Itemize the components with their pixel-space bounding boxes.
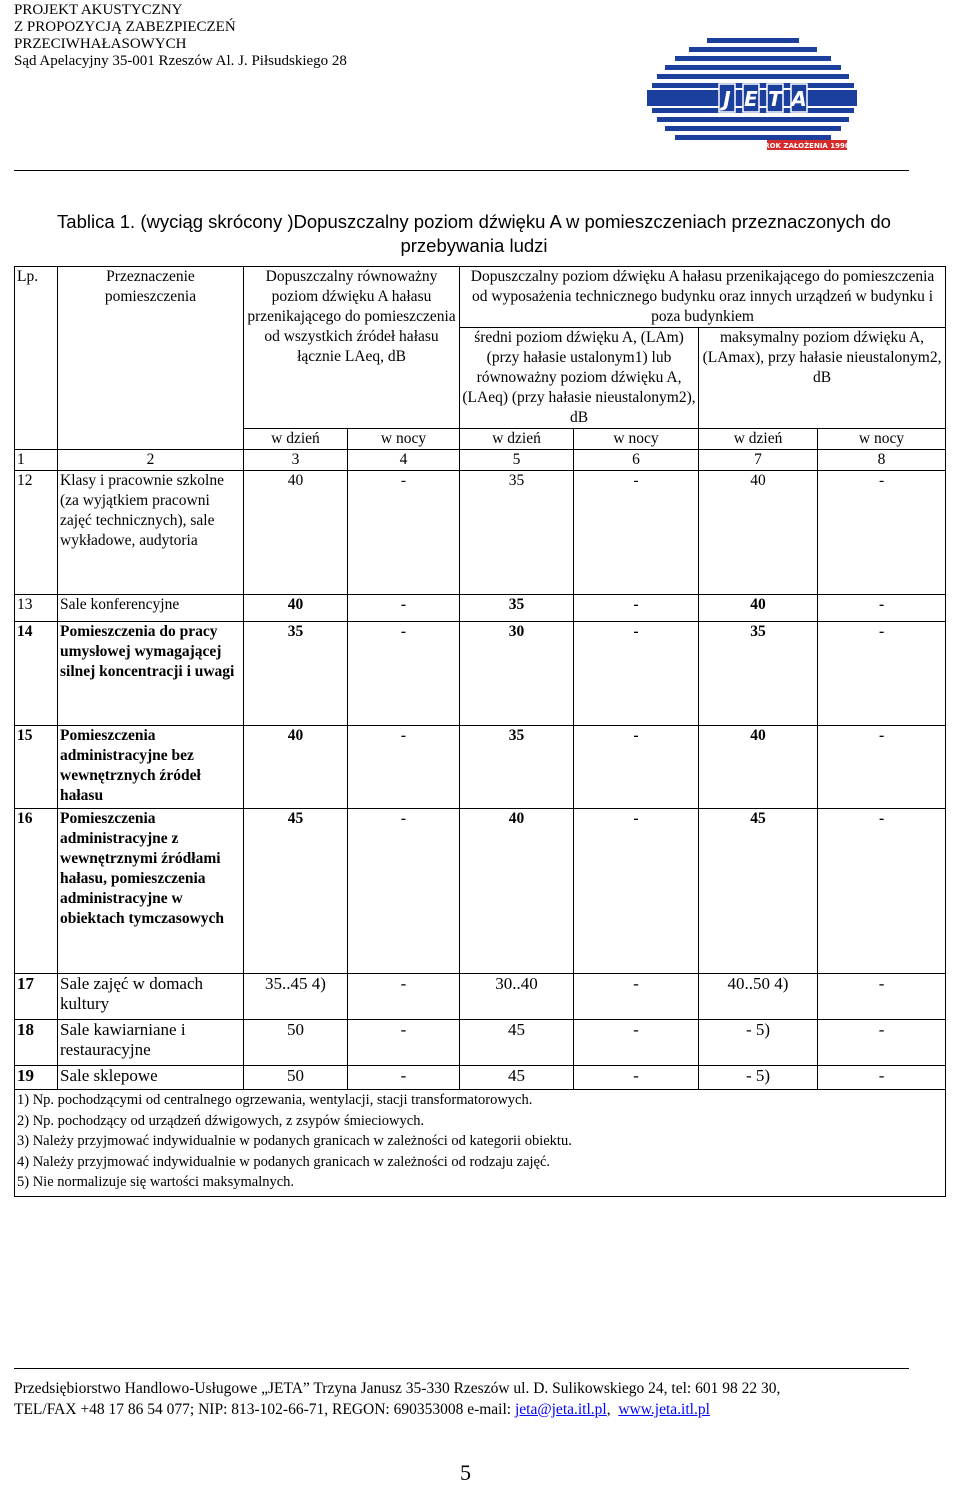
- table-row: [15, 471, 946, 595]
- value-day: 35: [460, 471, 574, 595]
- row-lp: 15: [15, 726, 58, 809]
- header-sredni: średni poziom dźwięku A, (LAm) (przy hałasie ustalonym1) lub równoważny poziom dźwięku A, (LAeq) (przy hałasie nieustalonym2), dB: [460, 328, 699, 429]
- value-night: -: [348, 595, 460, 622]
- svg-text:T: T: [768, 87, 782, 111]
- row-lp: 17: [15, 974, 58, 1020]
- row-name: Sale konferencyjne: [58, 595, 244, 622]
- table-row: [15, 726, 946, 809]
- logo-tagline: ROK ZAŁOŻENIA 1990: [764, 142, 850, 150]
- header-techniczny: Dopuszczalny poziom dźwięku A hałasu przenikającego do pomieszczenia od wyposażenia technicznego budynku oraz innych urządzeń w budynku i poza budynkiem: [460, 267, 946, 328]
- value-night: -: [818, 974, 946, 1020]
- row-name: Klasy i pracownie szkolne (za wyjątkiem pracowni zajęć technicznych), sale wykładowe, audytoria: [58, 471, 244, 595]
- table-row: [15, 809, 946, 974]
- svg-text:A: A: [791, 87, 807, 111]
- header-line: Z PROPOZYCJĄ ZABEZPIECZEŃ: [14, 19, 236, 35]
- table-row: [15, 1066, 946, 1090]
- header-maksymalny: maksymalny poziom dźwięku A, (LAmax), przy hałasie nieustalonym2, dB: [699, 328, 946, 429]
- value-night: -: [818, 1020, 946, 1066]
- table-row: [15, 974, 946, 1020]
- value-night: -: [818, 809, 946, 974]
- row-lp: 19: [15, 1066, 58, 1090]
- value-day: 50: [244, 1020, 348, 1066]
- value-night: -: [574, 726, 699, 809]
- value-night: -: [574, 1066, 699, 1090]
- value-day: 40: [460, 809, 574, 974]
- value-day: 40: [699, 595, 818, 622]
- colnum: 1: [15, 450, 58, 471]
- value-day: 40: [699, 471, 818, 595]
- value-day: 45: [460, 1020, 574, 1066]
- value-day: - 5): [699, 1066, 818, 1090]
- value-night: -: [818, 471, 946, 595]
- footer-line-2: [14, 1399, 780, 1420]
- row-name: Pomieszczenia do pracy umysłowej wymagającej silnej koncentracji i uwagi: [58, 622, 244, 726]
- note: 4) Należy przyjmować indywidualnie w podanych granicach w zależności od rodzaju zajęć.: [17, 1153, 551, 1170]
- header-lp: Lp.: [15, 267, 58, 450]
- svg-text:J: J: [723, 87, 731, 111]
- svg-text:E: E: [744, 87, 758, 111]
- value-night: -: [348, 1066, 460, 1090]
- row-lp: 14: [15, 622, 58, 726]
- header-line: Sąd Apelacyjny 35-001 Rzeszów Al. J. Piłsudskiego 28: [14, 53, 347, 69]
- value-day: 40: [244, 471, 348, 595]
- table-notes: [15, 1090, 946, 1197]
- value-night: -: [818, 726, 946, 809]
- value-night: -: [574, 595, 699, 622]
- value-day: 35: [244, 622, 348, 726]
- page-number: 5: [460, 1460, 471, 1485]
- value-day: 40: [244, 595, 348, 622]
- colnum: 4: [348, 450, 460, 471]
- header-line: PRZECIWHAŁASOWYCH: [14, 36, 187, 52]
- row-name: Pomieszczenia administracyjne z wewnętrznymi źródłami hałasu, pomieszczenia administracyjne w obiektach tymczasowych: [58, 809, 244, 974]
- value-night: -: [348, 622, 460, 726]
- jeta-logo: [647, 38, 857, 150]
- note: 1) Np. pochodzącymi od centralnego ogrzewania, wentylacji, stacji transformatorowych.: [17, 1092, 533, 1108]
- value-day: 40: [244, 726, 348, 809]
- row-name: Sale sklepowe: [58, 1066, 244, 1090]
- header-noc: w nocy: [348, 429, 460, 450]
- value-day: 45: [460, 1066, 574, 1090]
- table-row: [15, 622, 946, 726]
- colnum: 5: [460, 450, 574, 471]
- colnum: 6: [574, 450, 699, 471]
- value-night: -: [574, 1020, 699, 1066]
- table-row: [15, 595, 946, 622]
- header-noc: w nocy: [818, 429, 946, 450]
- value-night: -: [818, 595, 946, 622]
- value-night: -: [818, 622, 946, 726]
- table-title: Tablica 1. (wyciąg skrócony )Dopuszczalny poziom dźwięku A w pomieszczeniach przeznaczonych do przebywania ludzi: [57, 211, 891, 256]
- value-night: -: [574, 809, 699, 974]
- value-day: 35: [460, 595, 574, 622]
- note: 5) Nie normalizuje się wartości maksymalnych.: [17, 1174, 295, 1190]
- value-night: -: [818, 1066, 946, 1090]
- value-day: 35: [460, 726, 574, 809]
- email-link[interactable]: jeta@jeta.itl.pl: [514, 1401, 607, 1418]
- note: 3) Należy przyjmować indywidualnie w podanych granicach w zależności od kategorii obiektu.: [17, 1133, 572, 1149]
- value-night: -: [348, 974, 460, 1020]
- colnum: 7: [699, 450, 818, 471]
- value-day: - 5): [699, 1020, 818, 1066]
- website-link[interactable]: www.jeta.itl.pl: [618, 1401, 710, 1418]
- value-day: 45: [699, 809, 818, 974]
- value-day: 35: [699, 622, 818, 726]
- row-name: Pomieszczenia administracyjne bez wewnętrznych źródeł hałasu: [58, 726, 244, 809]
- value-day: 40: [699, 726, 818, 809]
- header-rownowazny: Dopuszczalny równoważny poziom dźwięku A hałasu przenikającego do pomieszczenia od wszystkich źródeł hałasu łącznie LAeq, dB: [244, 267, 460, 429]
- notes-row: [15, 1090, 946, 1197]
- header-noc: w nocy: [574, 429, 699, 450]
- table-row: [15, 1020, 946, 1066]
- company-footer: [14, 1378, 780, 1420]
- header-line: PROJEKT AKUSTYCZNY: [14, 2, 183, 18]
- row-name: Sale kawiarniane i restauracyjne: [58, 1020, 244, 1066]
- note: 2) Np. pochodzący od urządzeń dźwigowych, z zsypów śmieciowych.: [17, 1112, 425, 1129]
- value-day: 50: [244, 1066, 348, 1090]
- value-night: -: [348, 1020, 460, 1066]
- row-lp: 12: [15, 471, 58, 595]
- row-lp: 13: [15, 595, 58, 622]
- colnum: 3: [244, 450, 348, 471]
- footer-separator: ,: [606, 1401, 619, 1418]
- header-rule: [14, 170, 909, 171]
- row-lp: 18: [15, 1020, 58, 1066]
- value-night: -: [574, 471, 699, 595]
- value-day: 40..50 4): [699, 974, 818, 1020]
- header-dzien: w dzień: [699, 429, 818, 450]
- value-day: 30: [460, 622, 574, 726]
- noise-limits-table: [14, 266, 946, 1197]
- document-header: [14, 2, 347, 70]
- value-day: 35..45 4): [244, 974, 348, 1020]
- value-night: -: [574, 974, 699, 1020]
- value-night: -: [348, 809, 460, 974]
- header-dzien: w dzień: [244, 429, 348, 450]
- value-day: 30..40: [460, 974, 574, 1020]
- value-night: -: [348, 726, 460, 809]
- colnum: 2: [58, 450, 244, 471]
- column-numbers-row: [15, 450, 946, 471]
- row-name: Sale zajęć w domach kultury: [58, 974, 244, 1020]
- footer-rule: [14, 1368, 909, 1369]
- header-dzien: w dzień: [460, 429, 574, 450]
- footer-contact: TEL/FAX +48 17 86 54 077; NIP: 813-102-66-71, REGON: 690353008 e-mail:: [14, 1401, 515, 1418]
- value-day: 45: [244, 809, 348, 974]
- footer-line-1: Przedsiębiorstwo Handlowo-Usługowe „JETA” Trzyna Janusz 35-330 Rzeszów ul. D. Sulikowskiego 24, tel: 601 98 22 30,: [14, 1380, 781, 1397]
- colnum: 8: [818, 450, 946, 471]
- value-night: -: [348, 471, 460, 595]
- header-przeznaczenie: Przeznaczenie pomieszczenia: [58, 267, 244, 450]
- row-lp: 16: [15, 809, 58, 974]
- value-night: -: [574, 622, 699, 726]
